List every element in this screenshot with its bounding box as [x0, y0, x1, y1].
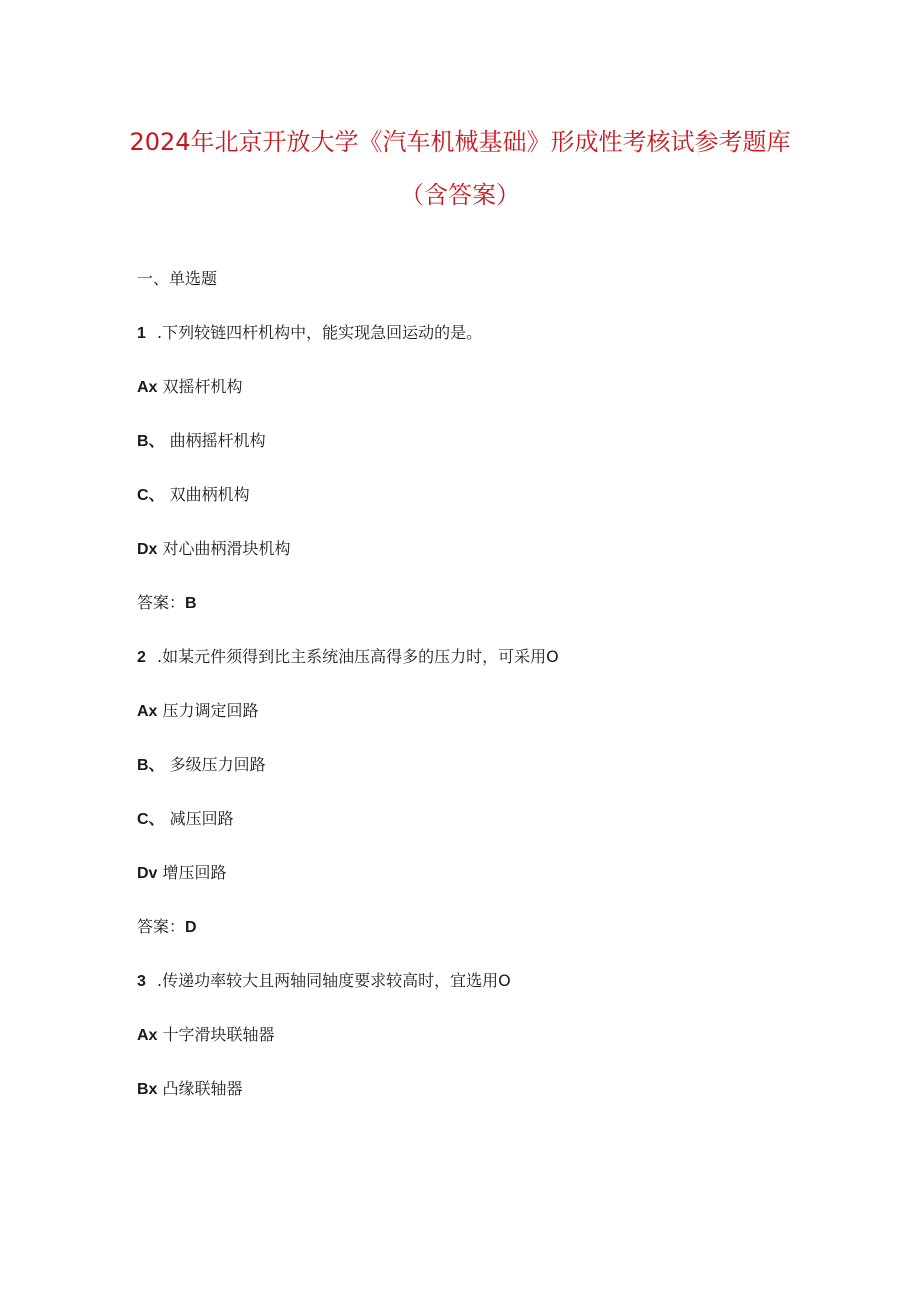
- option-text: 多级压力回路: [169, 755, 266, 774]
- option-a: [137, 1025, 275, 1046]
- option-b: [137, 431, 266, 452]
- option-prefix: C、: [137, 487, 165, 504]
- answer-value: B: [185, 595, 197, 612]
- option-prefix: B、: [137, 433, 165, 450]
- option-text: 减压回路: [169, 809, 234, 828]
- option-a: [137, 701, 259, 722]
- document-subtitle: （含答案）: [400, 181, 520, 209]
- option-d: [137, 863, 227, 884]
- answer-line: [137, 917, 197, 938]
- option-text: 增压回路: [162, 863, 227, 882]
- answer-value: D: [185, 919, 197, 936]
- question-text: .如某元件须得到比主系统油压高得多的压力时，可采用O: [157, 647, 559, 666]
- option-c: [137, 809, 234, 830]
- question-1: [137, 323, 482, 344]
- question-number: 2: [137, 649, 146, 666]
- option-c: [137, 485, 250, 506]
- option-text: 凸缘联轴器: [162, 1079, 243, 1098]
- option-prefix: Ax: [137, 703, 158, 720]
- answer-label: 答案：: [137, 917, 186, 936]
- answer-label: 答案：: [137, 593, 186, 612]
- option-d: [137, 539, 291, 560]
- question-2: [137, 647, 559, 668]
- option-a: [137, 377, 243, 398]
- option-prefix: Dx: [137, 541, 158, 558]
- option-text: 曲柄摇杆机构: [169, 431, 266, 450]
- option-prefix: B、: [137, 757, 165, 774]
- option-b: [137, 755, 266, 776]
- question-number: 3: [137, 973, 146, 990]
- answer-line: [137, 593, 197, 614]
- question-text: .下列较链四杆机构中，能实现急回运动的是。: [157, 323, 483, 342]
- option-prefix: Bx: [137, 1081, 158, 1098]
- option-prefix: Ax: [137, 1027, 158, 1044]
- option-text: 十字滑块联轴器: [162, 1025, 275, 1044]
- option-prefix: C、: [137, 811, 165, 828]
- option-b: [137, 1079, 243, 1100]
- option-text: 双曲柄机构: [169, 485, 250, 504]
- section-heading: 一、单选题: [137, 269, 218, 288]
- option-text: 压力调定回路: [162, 701, 259, 720]
- option-text: 对心曲柄滑块机构: [162, 539, 291, 558]
- question-text: .传递功率较大且两轴同轴度要求较高时，宜选用O: [157, 971, 511, 990]
- option-prefix: Ax: [137, 379, 158, 396]
- question-number: 1: [137, 325, 146, 342]
- question-3: [137, 971, 511, 992]
- option-text: 双摇杆机构: [162, 377, 243, 396]
- document-title: 2024年北京开放大学《汽车机械基础》形成性考核试参考题库: [129, 128, 791, 156]
- option-prefix: Dv: [137, 865, 158, 882]
